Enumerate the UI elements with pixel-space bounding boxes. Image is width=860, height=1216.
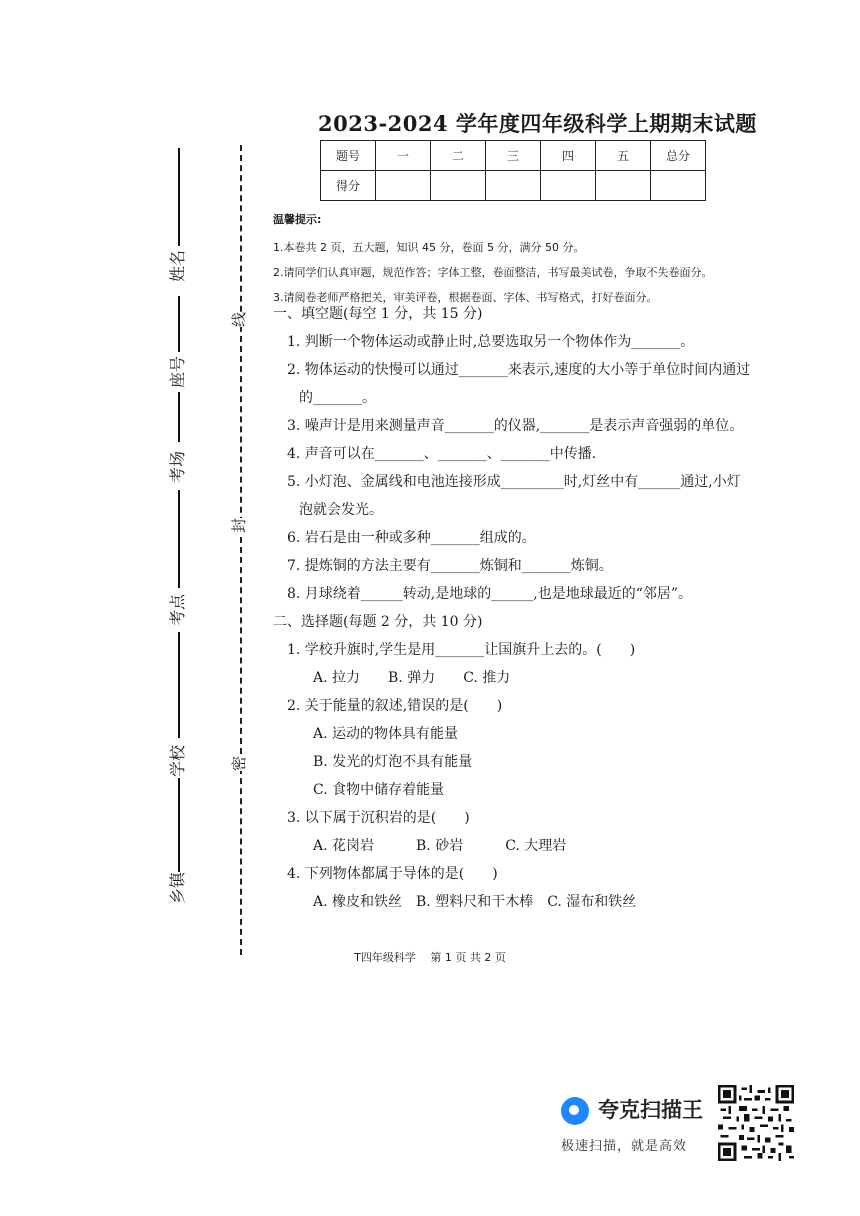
option-line: A. 运动的物体具有能量 — [313, 726, 459, 742]
seal-word-secret: 密 — [225, 756, 252, 771]
question-line: 4. 声音可以在_______、_______、_______中传播. — [287, 446, 597, 462]
site-line — [178, 490, 180, 588]
question-line: 的_______。 — [299, 390, 376, 406]
score-table-score-row — [321, 171, 706, 201]
seal-word-seal: 封 — [225, 518, 252, 533]
header-cell: 题号 — [321, 141, 376, 171]
header-cell: 一 — [376, 141, 431, 171]
header-cell: 二 — [431, 141, 486, 171]
seal-dashed-line — [240, 145, 242, 955]
tips-line: 2.请同学们认真审题，规范作答；字体工整，卷面整洁，书写最美试卷，争取不失卷面分。 — [273, 266, 713, 279]
score-cell[interactable] — [376, 171, 431, 201]
tips-line: 1.本卷共 2 页，五大题，知识 45 分，卷面 5 分，满分 50 分。 — [273, 241, 585, 254]
question-line: 1. 判断一个物体运动或静止时,总要选取另一个物体作为_______。 — [287, 334, 695, 350]
score-table-header-row — [321, 141, 706, 171]
question-line: 4. 下列物体都属于导体的是( ) — [287, 866, 498, 882]
page-title: 2023-2024 学年度四年级科学上期期末试题 — [318, 111, 757, 136]
section-choice-heading: 二、选择题(每题 2 分，共 10 分) — [273, 614, 483, 630]
score-cell[interactable] — [596, 171, 651, 201]
header-cell: 总分 — [651, 141, 706, 171]
question-line: 泡就会发光。 — [299, 502, 383, 518]
section-fill-blank-heading: 一、填空题(每空 1 分，共 15 分) — [273, 306, 483, 322]
site-label: 考点 — [168, 594, 187, 627]
option-line: A. 花岗岩 B. 砂岩 C. 大理岩 — [313, 838, 567, 854]
watermark-slogan: 极速扫描，就是高效 — [561, 1139, 688, 1154]
tips-line: 3.请阅卷老师严格把关，审美评卷，根据卷面、字体、书写格式，打好卷面分。 — [273, 291, 658, 304]
question-line: 3. 以下属于沉积岩的是( ) — [287, 810, 470, 826]
seat-label: 座号 — [168, 356, 187, 389]
score-table — [320, 140, 706, 201]
header-cell: 四 — [541, 141, 596, 171]
option-line: C. 食物中储存着能量 — [313, 782, 445, 798]
question-line: 2. 物体运动的快慢可以通过_______来表示,速度的大小等于单位时间内通过 — [287, 362, 751, 378]
tips-block — [273, 211, 713, 314]
header-cell: 五 — [596, 141, 651, 171]
town-label: 乡镇 — [168, 872, 187, 905]
room-label: 考场 — [168, 451, 187, 484]
option-line: B. 发光的灯泡不具有能量 — [313, 754, 473, 770]
quark-logo-icon — [561, 1097, 589, 1125]
question-line: 8. 月球绕着______转动,是地球的______,也是地球最近的“邻居”。 — [287, 586, 693, 602]
qr-code-icon — [718, 1085, 794, 1161]
question-line: 3. 噪声计是用来测量声音_______的仪器,_______是表示声音强弱的单位。 — [287, 418, 744, 434]
question-line: 5. 小灯泡、金属线和电池连接形成_________时,灯丝中有______通过,小灯 — [287, 474, 741, 490]
header-cell: 三 — [486, 141, 541, 171]
school-label: 学校 — [168, 745, 187, 778]
question-line: 7. 提炼铜的方法主要有_______炼铜和_______炼铜。 — [287, 558, 613, 574]
tips-title: 温馨提示: — [273, 213, 322, 226]
page-footer: T四年级科学 第 1 页 共 2 页 — [354, 951, 506, 964]
name-label: 姓名 — [168, 250, 187, 283]
score-row-label: 得分 — [321, 171, 376, 201]
question-line: 2. 关于能量的叙述,错误的是( ) — [287, 698, 503, 714]
seal-word-line: 线 — [225, 312, 252, 327]
option-line: A. 拉力 B. 弹力 C. 推力 — [313, 670, 511, 686]
question-line: 6. 岩石是由一种或多种_______组成的。 — [287, 530, 536, 546]
score-cell[interactable] — [541, 171, 596, 201]
score-cell[interactable] — [486, 171, 541, 201]
score-cell[interactable] — [651, 171, 706, 201]
name-line — [178, 148, 180, 246]
questions — [273, 300, 793, 916]
school-line — [178, 632, 180, 738]
score-cell[interactable] — [431, 171, 486, 201]
option-line: A. 橡皮和铁丝 B. 塑料尺和干木棒 C. 湿布和铁丝 — [313, 894, 637, 910]
watermark-brand: 夸克扫描王 — [598, 1098, 703, 1122]
room-line — [178, 392, 180, 442]
question-line: 1. 学校升旗时,学生是用_______让国旗升上去的。( ) — [287, 642, 636, 658]
